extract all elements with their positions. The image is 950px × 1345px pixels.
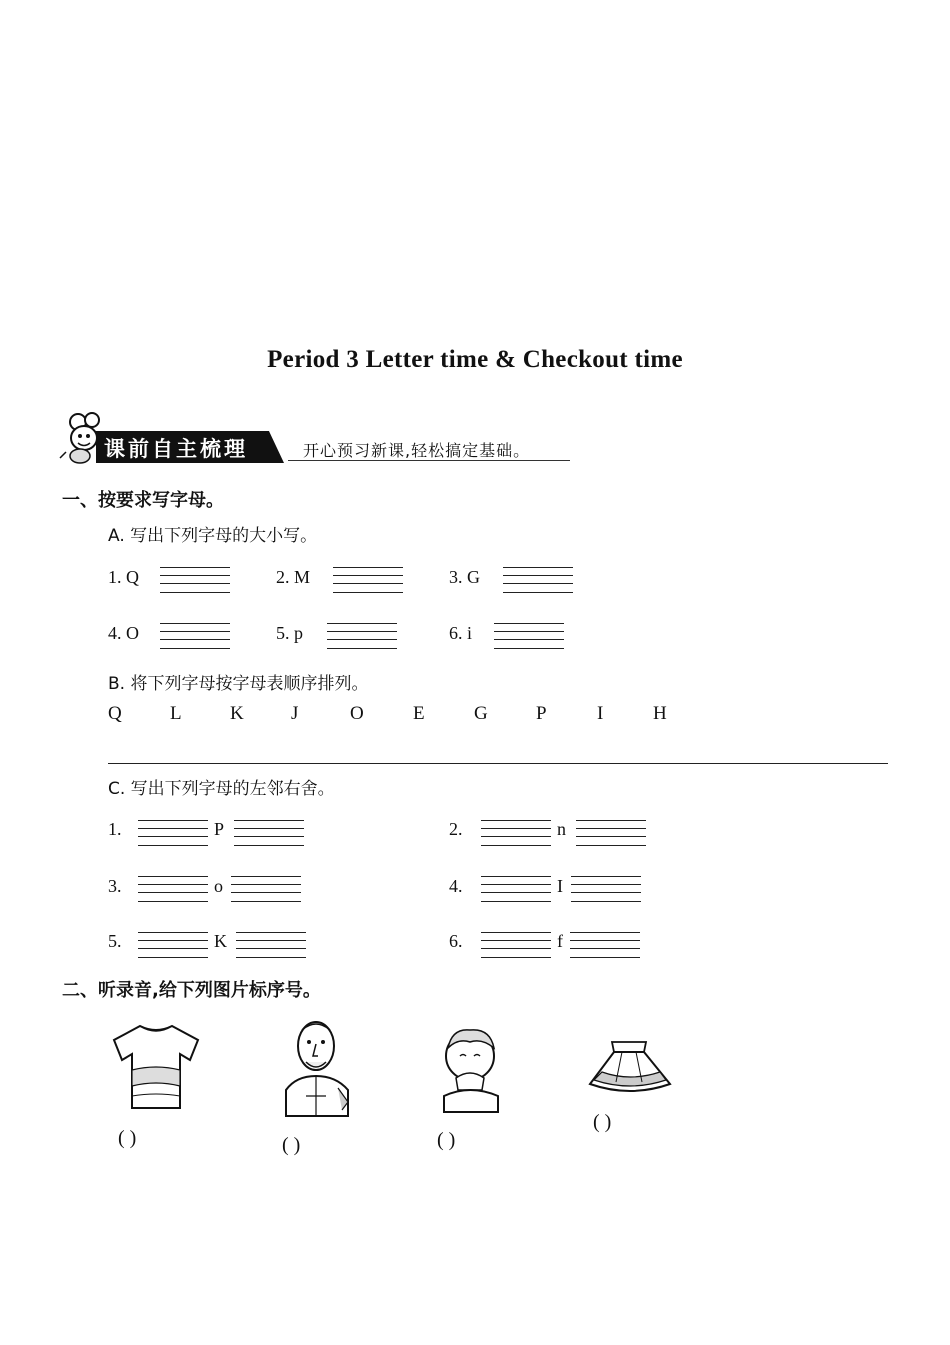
seq-letter: O (350, 703, 364, 724)
answer-bracket-4[interactable]: ( ) (593, 1111, 612, 1133)
seq-letter: K (230, 703, 244, 724)
seq-letter: H (653, 703, 667, 724)
answer-bracket-3[interactable]: ( ) (437, 1129, 456, 1151)
partC-heading: C. 写出下列字母的左邻右舍。 (108, 779, 335, 799)
writing-lines[interactable] (236, 932, 306, 960)
skirt-icon (586, 1036, 674, 1100)
seq-letter: E (413, 703, 425, 724)
partC-num-1: 1. (108, 819, 122, 839)
partA-item-4: 4. O (108, 623, 139, 643)
seq-letter: I (597, 703, 604, 724)
writing-lines[interactable] (494, 623, 564, 651)
grandpa-icon (276, 1016, 362, 1120)
partA-item-6: 6. i (449, 623, 473, 643)
answer-line[interactable] (108, 763, 888, 764)
answer-bracket-1[interactable]: ( ) (118, 1127, 137, 1149)
partA-item-5: 5. p (276, 623, 303, 643)
writing-lines[interactable] (138, 820, 208, 848)
partC-letter-2: n (557, 819, 566, 839)
partC-letter-4: I (557, 876, 563, 896)
section2-heading: 二、听录音,给下列图片标序号。 (62, 980, 321, 1001)
partB-heading: B. 将下列字母按字母表顺序排列。 (108, 674, 369, 694)
seq-letter: J (291, 703, 299, 724)
writing-lines[interactable] (234, 820, 304, 848)
partA-item-2: 2. M (276, 567, 311, 587)
writing-lines[interactable] (503, 567, 573, 595)
partA-item-3: 3. G (449, 567, 480, 587)
letter-sequence (0, 703, 950, 729)
writing-lines[interactable] (576, 820, 646, 848)
writing-lines[interactable] (231, 876, 301, 904)
writing-lines[interactable] (481, 932, 551, 960)
banner-underline (288, 460, 570, 461)
partC-letter-6: f (557, 931, 563, 951)
partC-num-3: 3. (108, 876, 122, 896)
writing-lines[interactable] (481, 820, 551, 848)
partC-num-2: 2. (449, 819, 463, 839)
writing-lines[interactable] (138, 876, 208, 904)
writing-lines[interactable] (160, 567, 230, 595)
seq-letter: G (474, 703, 488, 724)
banner-subtitle: 开心预习新课,轻松搞定基础。 (303, 441, 531, 460)
seq-letter: P (536, 703, 547, 724)
partA-heading: A. 写出下列字母的大小写。 (108, 526, 318, 546)
writing-lines[interactable] (570, 932, 640, 960)
partC-letter-3: o (214, 876, 223, 896)
seq-letter: L (170, 703, 182, 724)
writing-lines[interactable] (333, 567, 403, 595)
boy-icon (432, 1020, 512, 1114)
partC-num-4: 4. (449, 876, 463, 896)
writing-lines[interactable] (571, 876, 641, 904)
partA-item-1: 1. Q (108, 567, 139, 587)
page-title: Period 3 Letter time & Checkout time (267, 346, 683, 373)
section1-heading: 一、按要求写字母。 (62, 490, 224, 511)
t-shirt-icon (110, 1022, 202, 1112)
partC-num-5: 5. (108, 931, 122, 951)
partC-letter-5: K (214, 931, 227, 951)
writing-lines[interactable] (327, 623, 397, 651)
writing-lines[interactable] (138, 932, 208, 960)
partC-letter-1: P (214, 819, 225, 839)
seq-letter: Q (108, 703, 122, 724)
writing-lines[interactable] (481, 876, 551, 904)
writing-lines[interactable] (160, 623, 230, 651)
partC-num-6: 6. (449, 931, 463, 951)
answer-bracket-2[interactable]: ( ) (282, 1134, 301, 1156)
banner-label: 课前自主梳理 (104, 437, 248, 461)
